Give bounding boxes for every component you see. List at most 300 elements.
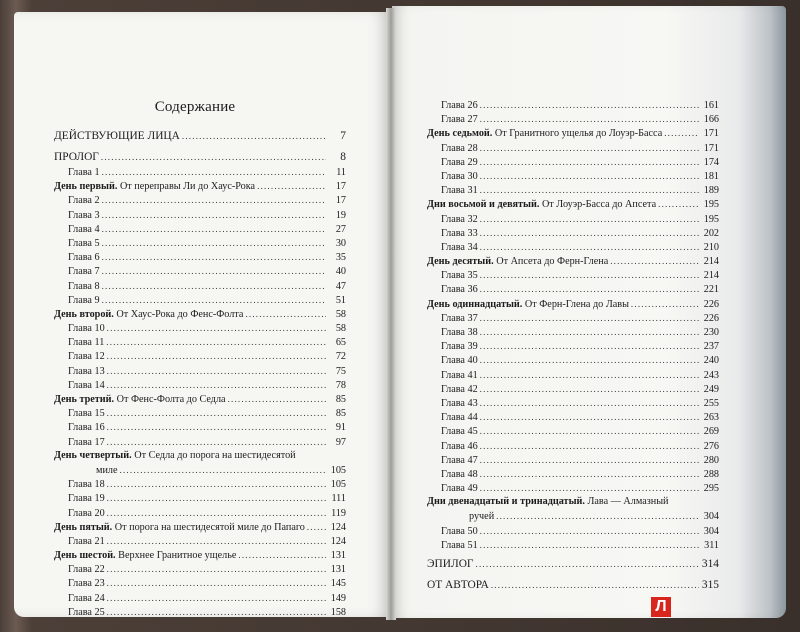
toc-entry-label <box>68 606 105 620</box>
toc-entry-label <box>68 223 100 237</box>
toc-entry <box>54 321 346 335</box>
toc-entry-label <box>54 149 99 166</box>
toc-entry <box>54 506 346 520</box>
toc-entry-label <box>68 379 105 393</box>
toc-entry <box>54 520 346 534</box>
toc-entry-text: ДЕЙСТВУЮЩИЕ ЛИЦА <box>54 130 180 142</box>
toc-entry <box>54 463 346 477</box>
toc-leader-dots <box>102 293 326 307</box>
toc-day-heading: День шестой. <box>54 550 116 562</box>
toc-day-heading: День первый. <box>54 181 118 193</box>
toc-entry-label <box>68 280 100 294</box>
toc-entry-text: Глава 1 <box>68 167 100 178</box>
toc-leader-dots <box>480 396 699 410</box>
toc-page-number: 47 <box>335 280 346 292</box>
toc-entry-label <box>68 251 100 265</box>
toc-page-number: 166 <box>703 114 719 126</box>
toc-entry-label <box>441 397 478 411</box>
toc-entry <box>427 410 719 424</box>
publisher-logo-icon: Л <box>651 597 671 617</box>
toc-leader-dots <box>107 491 326 505</box>
toc-entry <box>54 236 346 250</box>
toc-entry <box>427 439 719 453</box>
toc-page-number: 145 <box>330 578 346 590</box>
toc-entry-label <box>441 369 478 383</box>
toc-entry <box>54 534 346 548</box>
toc-page-number: 58 <box>335 323 346 335</box>
toc-page-number: 263 <box>703 412 719 424</box>
toc-page-number: 202 <box>703 227 719 239</box>
toc-leader-dots <box>102 222 326 236</box>
toc-entry-text: Глава 43 <box>441 397 478 409</box>
toc-entry-text: От переправы Ли до Хаус-Рока <box>117 181 256 193</box>
toc-day-heading: День десятый. <box>427 256 494 268</box>
toc-page-number: 288 <box>703 468 719 480</box>
toc-entry <box>54 392 346 406</box>
toc-entry-text: Глава 18 <box>68 479 105 491</box>
toc-entry-text: Верхнее Гранитное ущелье <box>115 550 237 562</box>
toc-left-column <box>54 128 346 619</box>
toc-leader-dots <box>631 297 699 311</box>
toc-entry-text: От Гранитного ущелья до Лоуэр-Басса <box>492 128 663 140</box>
toc-leader-dots <box>107 591 326 605</box>
toc-page-number: 75 <box>335 365 346 377</box>
toc-leader-dots <box>107 364 326 378</box>
toc-entry <box>427 495 719 509</box>
toc-page-number: 314 <box>701 558 719 570</box>
toc-leader-dots <box>664 126 699 140</box>
toc-entry-text: Глава 47 <box>441 454 478 466</box>
toc-page-number: 237 <box>703 341 719 353</box>
toc-entry-label <box>54 180 255 194</box>
toc-leader-dots <box>102 264 326 278</box>
toc-entry-label <box>441 326 478 340</box>
toc-entry <box>427 282 719 296</box>
toc-page-number: 311 <box>704 539 719 551</box>
toc-leader-dots <box>238 548 326 562</box>
toc-entry <box>427 268 719 282</box>
toc-entry-label <box>441 440 478 454</box>
toc-entry-text: Глава 30 <box>441 170 478 182</box>
toc-entry-text: Глава 50 <box>441 525 478 537</box>
toc-entry-label <box>441 525 478 539</box>
toc-page-number: 269 <box>703 426 719 438</box>
toc-entry-text: Глава 33 <box>441 227 478 239</box>
toc-entry-text: Глава 39 <box>441 341 478 353</box>
toc-entry-text: От Лоуэр-Басса до Апсета <box>539 199 657 211</box>
toc-entry <box>54 562 346 576</box>
toc-entry-text: От Апсета до Ферн-Глена <box>493 256 609 268</box>
toc-leader-dots <box>480 467 699 481</box>
toc-entry-text: Глава 11 <box>68 337 105 349</box>
toc-entry-label <box>441 454 478 468</box>
toc-entry-label <box>68 577 105 591</box>
toc-entry <box>427 183 719 197</box>
toc-page-number: 171 <box>703 128 719 140</box>
toc-entry <box>427 197 719 211</box>
toc-page-number: 30 <box>335 237 346 249</box>
toc-page-number: 304 <box>703 511 719 523</box>
toc-entry-text: Лава — Алмазный <box>584 496 669 508</box>
toc-page-number: 8 <box>340 150 346 163</box>
toc-page-number: 7 <box>340 130 346 142</box>
toc-entry-text: Глава 32 <box>441 213 478 225</box>
toc-page-number: 91 <box>335 422 346 434</box>
toc-day-heading: День седьмой. <box>427 128 493 140</box>
toc-entry-label <box>68 592 105 606</box>
toc-entry <box>54 435 346 449</box>
toc-leader-dots <box>480 268 699 282</box>
toc-leader-dots <box>107 321 326 335</box>
toc-entry <box>54 128 346 145</box>
toc-page-number: 78 <box>335 379 346 391</box>
toc-page-number: 17 <box>335 181 346 193</box>
toc-page-number: 221 <box>703 284 719 296</box>
toc-entry-label <box>441 227 478 241</box>
toc-leader-dots <box>107 378 326 392</box>
toc-page-number: 181 <box>703 170 719 182</box>
toc-entry-text: ЭПИЛОГ <box>427 558 474 570</box>
toc-entry-text: Глава 3 <box>68 209 100 221</box>
toc-entry-text: Глава 5 <box>68 237 100 249</box>
toc-entry-text: Глава 49 <box>441 483 478 495</box>
toc-page-number: 230 <box>703 327 719 338</box>
toc-leader-dots <box>102 279 326 293</box>
toc-entry <box>54 293 346 307</box>
toc-entry <box>54 250 346 264</box>
toc-entry-label <box>68 265 100 279</box>
toc-entry <box>427 141 719 155</box>
toc-day-heading: Дни восьмой и девятый. <box>427 199 540 211</box>
toc-entry <box>54 335 346 349</box>
toc-entry-label <box>96 464 118 478</box>
toc-entry <box>54 349 346 363</box>
toc-entry-label <box>469 510 494 524</box>
toc-entry <box>427 325 719 339</box>
toc-entry <box>54 208 346 222</box>
toc-entry-label <box>427 298 629 312</box>
toc-page-number: 161 <box>703 100 719 111</box>
toc-leader-dots <box>480 453 699 467</box>
toc-page-number: 40 <box>335 266 346 278</box>
toc-entry <box>427 240 719 254</box>
toc-leader-dots <box>480 538 699 552</box>
toc-entry <box>427 353 719 367</box>
toc-entry <box>427 297 719 311</box>
toc-entry-label <box>54 308 243 322</box>
toc-leader-dots <box>480 410 699 424</box>
toc-leader-dots <box>107 534 326 548</box>
toc-entry <box>427 311 719 325</box>
toc-entry-text: Глава 4 <box>68 223 100 235</box>
toc-entry-label <box>441 99 478 113</box>
toc-page-number: 11 <box>336 167 346 178</box>
toc-entry-label <box>68 350 105 364</box>
toc-page-number: 72 <box>335 351 346 363</box>
toc-page-number: 131 <box>330 564 346 576</box>
toc-entry <box>54 149 346 166</box>
toc-entry-label <box>68 294 100 308</box>
toc-entry-label <box>427 127 662 141</box>
toc-entry-text: Глава 8 <box>68 280 100 292</box>
toc-entry-text: Глава 46 <box>441 440 478 452</box>
toc-entry-label <box>427 556 474 573</box>
toc-page-number: 105 <box>330 479 346 491</box>
toc-page-number: 189 <box>703 185 719 197</box>
toc-page-number: 214 <box>703 270 719 282</box>
toc-entry <box>54 193 346 207</box>
toc-leader-dots <box>101 149 326 166</box>
toc-leader-dots <box>496 509 699 523</box>
toc-entry-text: Глава 51 <box>441 539 478 551</box>
toc-entry-label <box>68 336 104 350</box>
toc-entry-label <box>427 577 489 594</box>
toc-entry <box>54 378 346 392</box>
toc-leader-dots <box>107 420 326 434</box>
toc-entry <box>427 577 719 594</box>
toc-entry-text: Глава 13 <box>68 365 105 377</box>
toc-entry-label <box>68 535 105 549</box>
toc-leader-dots <box>102 193 326 207</box>
toc-entry-label <box>441 184 478 198</box>
toc-entry <box>427 453 719 467</box>
toc-leader-dots <box>182 128 326 145</box>
toc-leader-dots <box>480 339 699 353</box>
toc-entry-text: Глава 10 <box>68 323 105 335</box>
toc-entry-label <box>441 170 478 184</box>
toc-entry <box>427 481 719 495</box>
toc-leader-dots <box>480 481 699 495</box>
toc-leader-dots <box>480 98 699 112</box>
toc-entry-label <box>427 255 608 269</box>
toc-leader-dots <box>480 240 699 254</box>
toc-entry-text: Глава 40 <box>441 355 478 367</box>
toc-entry-label <box>441 340 478 354</box>
toc-entry-text: От Ферн-Глена до Лавы <box>522 298 629 310</box>
toc-leader-dots <box>107 506 326 520</box>
toc-entry-label <box>54 449 296 463</box>
toc-leader-dots <box>480 183 699 197</box>
toc-day-heading: День одиннадцатый. <box>427 298 523 310</box>
toc-entry-label <box>68 436 105 450</box>
toc-leader-dots <box>106 335 326 349</box>
toc-entry-label <box>441 283 478 297</box>
toc-page-number: 174 <box>703 156 719 168</box>
toc-entry-label <box>441 269 478 283</box>
toc-page-number: 210 <box>703 241 719 253</box>
toc-entry <box>54 307 346 321</box>
toc-leader-dots <box>107 605 326 619</box>
toc-entry-label <box>427 495 669 509</box>
toc-leader-dots <box>480 325 699 339</box>
toc-entry-text: Глава 29 <box>441 156 478 168</box>
toc-entry-text: От Фенс-Фолта до Седла <box>114 394 226 405</box>
toc-leader-dots <box>480 424 699 438</box>
toc-entry-text: Глава 7 <box>68 266 100 278</box>
toc-leader-dots <box>102 165 326 179</box>
toc-leader-dots <box>228 392 326 406</box>
toc-leader-dots <box>480 382 699 396</box>
toc-entry-text: Глава 23 <box>68 578 105 590</box>
toc-entry-label <box>441 142 478 156</box>
toc-leader-dots <box>107 435 326 449</box>
toc-entry <box>54 605 346 619</box>
toc-page-number: 171 <box>703 142 719 154</box>
toc-leader-dots <box>658 197 699 211</box>
toc-entry <box>54 548 346 562</box>
toc-entry-label <box>68 209 100 223</box>
toc-entry <box>427 509 719 523</box>
toc-entry <box>54 279 346 293</box>
toc-day-heading: День третий. <box>54 394 115 405</box>
toc-entry <box>427 467 719 481</box>
toc-title: Содержание <box>154 99 236 115</box>
toc-entry <box>427 155 719 169</box>
toc-entry <box>54 364 346 378</box>
toc-entry <box>427 524 719 538</box>
toc-page-number: 65 <box>335 337 346 349</box>
toc-leader-dots <box>102 236 326 250</box>
toc-entry <box>54 165 346 179</box>
toc-entry-label <box>68 365 105 379</box>
toc-entry <box>427 339 719 353</box>
toc-leader-dots <box>480 226 699 240</box>
toc-entry-text: Глава 12 <box>68 351 105 363</box>
toc-leader-dots <box>102 250 326 264</box>
toc-entry-text: Глава 16 <box>68 422 105 434</box>
toc-page-number: 226 <box>703 298 719 310</box>
toc-entry <box>54 406 346 420</box>
toc-entry-label <box>54 393 226 407</box>
toc-page-number: 255 <box>703 397 719 409</box>
toc-entry-text: Глава 45 <box>441 426 478 438</box>
toc-entry <box>54 477 346 491</box>
toc-entry-text: Глава 42 <box>441 383 478 395</box>
toc-page-number: 195 <box>703 213 719 225</box>
toc-page-number: 226 <box>703 312 719 324</box>
toc-entry <box>427 212 719 226</box>
toc-leader-dots <box>480 169 699 183</box>
toc-entry-text: Глава 6 <box>68 252 100 264</box>
toc-entry-label <box>68 407 105 421</box>
toc-page-number: 295 <box>703 483 719 495</box>
toc-entry-label <box>441 383 478 397</box>
toc-entry-text: Глава 20 <box>68 507 105 519</box>
toc-page-number: 124 <box>330 535 346 547</box>
toc-entry-text: Глава 17 <box>68 436 105 448</box>
toc-entry <box>427 112 719 126</box>
toc-leader-dots <box>245 307 326 321</box>
toc-entry <box>427 396 719 410</box>
toc-entry-text: Глава 2 <box>68 195 100 207</box>
toc-page-number: 105 <box>330 464 346 476</box>
toc-page-number: 195 <box>703 199 719 211</box>
toc-right-column <box>427 98 719 593</box>
toc-leader-dots <box>480 311 699 325</box>
toc-entry-label <box>441 468 478 482</box>
toc-leader-dots <box>480 368 699 382</box>
toc-leader-dots <box>610 254 699 268</box>
toc-entry <box>427 424 719 438</box>
toc-entry-text: Глава 31 <box>441 185 478 197</box>
toc-day-heading: День пятый. <box>54 521 113 533</box>
toc-entry-text: От Хаус-Рока до Фенс-Фолта <box>113 308 244 320</box>
toc-entry-text: Глава 22 <box>68 564 105 576</box>
toc-entry <box>54 591 346 605</box>
toc-page-number: 249 <box>703 383 719 395</box>
toc-entry <box>54 222 346 236</box>
toc-page-number: 304 <box>703 525 719 537</box>
toc-page-number: 58 <box>335 308 346 320</box>
toc-leader-dots <box>107 562 326 576</box>
toc-entry-label <box>68 166 100 180</box>
toc-entry <box>54 420 346 434</box>
toc-entry-text: Глава 34 <box>441 241 478 253</box>
toc-page-number: 35 <box>335 252 346 264</box>
toc-page-number: 111 <box>331 493 346 505</box>
toc-page-number: 119 <box>331 507 346 519</box>
toc-leader-dots <box>480 112 699 126</box>
toc-entry-label <box>54 549 236 563</box>
toc-entry-text: От Седла до порога на шестидесятой <box>131 449 296 461</box>
toc-entry <box>54 576 346 590</box>
toc-entry <box>427 169 719 183</box>
toc-entry-label <box>68 421 105 435</box>
toc-entry-text: ОТ АВТОРА <box>427 578 489 591</box>
toc-leader-dots <box>480 439 699 453</box>
toc-entry-text: Глава 21 <box>68 535 105 547</box>
toc-entry <box>427 226 719 240</box>
toc-entry <box>427 98 719 112</box>
toc-leader-dots <box>257 179 326 193</box>
toc-entry-label <box>68 322 105 336</box>
toc-entry-label <box>68 478 105 492</box>
toc-entry-label <box>441 482 478 496</box>
toc-entry-label <box>441 113 478 127</box>
toc-entry-label <box>441 425 478 439</box>
toc-entry-text: Глава 15 <box>68 408 105 420</box>
toc-page-number: 51 <box>335 294 346 306</box>
toc-entry <box>54 491 346 505</box>
toc-entry-text: Глава 26 <box>441 100 478 111</box>
toc-leader-dots <box>307 520 326 534</box>
toc-leader-dots <box>480 282 699 296</box>
toc-entry-label <box>441 354 478 368</box>
toc-entry-text: ручей <box>469 511 495 523</box>
toc-entry-text: миле <box>96 464 118 476</box>
toc-leader-dots <box>107 406 326 420</box>
toc-leader-dots <box>491 577 699 594</box>
toc-leader-dots <box>480 353 699 367</box>
toc-entry-text: Глава 44 <box>441 412 478 424</box>
toc-page-number: 276 <box>703 440 719 452</box>
toc-entry-text: Глава 38 <box>441 327 478 338</box>
toc-entry-text: Глава 36 <box>441 284 478 296</box>
toc-entry-label <box>441 411 478 425</box>
toc-leader-dots <box>107 349 326 363</box>
toc-page-number: 315 <box>701 578 719 591</box>
toc-entry-label <box>441 156 478 170</box>
toc-entry-text: От порога на шестидесятой миле до Папаго <box>112 521 305 533</box>
toc-entry-label <box>68 237 100 251</box>
toc-page-number: 19 <box>335 209 346 221</box>
toc-entry-label <box>68 563 105 577</box>
toc-entry-label <box>441 312 478 326</box>
toc-entry-label <box>427 198 656 212</box>
toc-entry-label <box>68 507 105 521</box>
toc-entry <box>427 126 719 140</box>
toc-page-number: 243 <box>703 369 719 381</box>
